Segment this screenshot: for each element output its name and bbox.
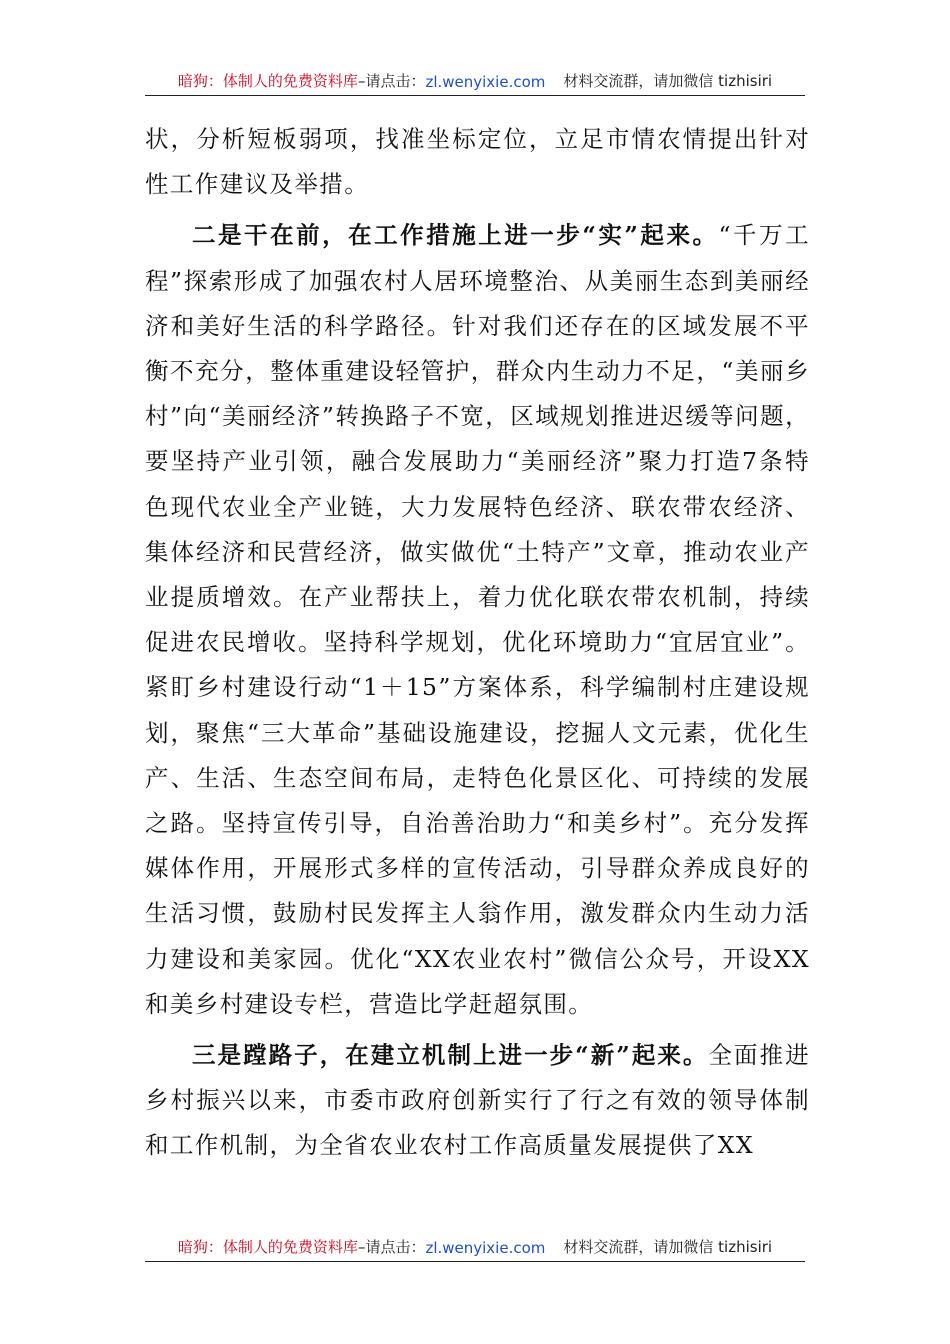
paragraph-section-two	[145, 213, 810, 1027]
banner-prompt: –请点击：	[357, 1238, 426, 1256]
paragraph-section-three	[145, 1033, 810, 1169]
banner-url-link[interactable]: zl.wenyixie.com	[425, 73, 546, 91]
paragraph-text: 状，分析短板弱项，找准坐标定位，立足市情农情提出针对性工作建议及举措。	[145, 125, 810, 199]
banner-group-note: 材料交流群，请加微信 tizhisiri	[563, 72, 773, 90]
document-body	[145, 117, 810, 1169]
banner-group-note: 材料交流群，请加微信 tizhisiri	[563, 1238, 773, 1256]
paragraph-continuation	[145, 117, 810, 207]
section-heading: 三是蹚路子，在建立机制上进一步“新”起来。	[192, 1041, 709, 1070]
header-banner	[145, 62, 805, 96]
paragraph-text: “千万工程”探索形成了加强农村人居环境整治、从美丽生态到美丽经济和美好生活的科学路径。针对我们还存在的区域发展不平衡不充分，整体重建设轻管护，群众内生动力不足，“美丽乡村”向“美丽经济”转换路子不宽，区域规划推进迟缓等问题，要坚持产业引领，融合发展助力“美丽经济”聚力打造7条特色现代农业全产业链，大力发展特色经济、联农带农经济、集体经济和民营经济，做实做优“土特产”文章，推动农业产业提质增效。在产业帮扶上，着力优化联农带农机制，持续促进农民增收。坚持科学规划，优化环境助力“宜居宜业”。紧盯乡村建设行动“1＋15”方案体系，科学编制村庄建设规划，聚焦“三大革命”基础设施建设，挖掘人文元素，优化生产、生活、生态空间布局，走特色化景区化、可持续的发展之路。坚持宣传引导，自治善治助力“和美乡村”。充分发挥媒体作用，开展形式多样的宣传活动，引导群众养成良好的生活习惯，鼓励村民发挥主人翁作用，激发群众内生动力活力建设和美家园。优化“XX农业农村”微信公众号，开设XX和美乡村建设专栏，营造比学赶超氛围。	[145, 221, 810, 1018]
banner-url-link[interactable]: zl.wenyixie.com	[425, 1239, 546, 1257]
footer-banner	[145, 1228, 805, 1262]
paragraph-text: 全面推进乡村振兴以来，市委市政府创新实行了行之有效的领导体制和工作机制，为全省农业农村工作高质量发展提供了XX	[145, 1041, 811, 1160]
banner-prompt: –请点击：	[357, 72, 426, 90]
banner-brand: 暗狗：体制人的免费资料库	[177, 1238, 358, 1256]
banner-brand: 暗狗：体制人的免费资料库	[177, 72, 358, 90]
section-heading: 二是干在前，在工作措施上进一步“实”起来。	[192, 221, 719, 250]
